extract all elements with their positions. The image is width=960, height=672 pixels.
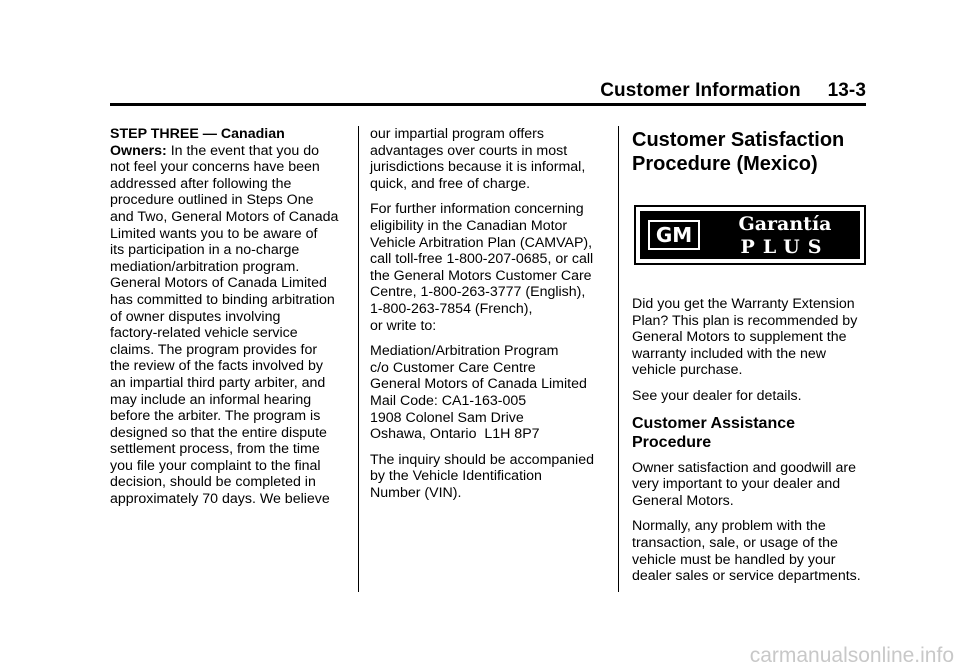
- text-line: claims. The program provides for: [110, 341, 318, 358]
- text-line: See your dealer for details.: [632, 387, 802, 404]
- logo-background: [640, 211, 860, 259]
- text-line: transaction, sale, or usage of the: [632, 534, 838, 551]
- text-line: an impartial third party arbiter, and: [110, 374, 326, 391]
- text-line: by the Vehicle Identification: [370, 468, 542, 485]
- step-heading-cont: Owners:: [110, 142, 167, 159]
- paragraph: [632, 296, 868, 379]
- logo-text-garantia: Garantía: [738, 213, 832, 235]
- text-line: Normally, any problem with the: [632, 518, 826, 535]
- text-line: dealer sales or service departments.: [632, 568, 861, 585]
- paragraph-line: [110, 143, 352, 160]
- step-three-paragraph: [110, 126, 352, 508]
- text-line: its participation in a no-charge: [110, 242, 300, 259]
- text-line: General Motors of Canada Limited: [110, 275, 327, 292]
- paragraph: [370, 126, 606, 192]
- paragraph: [632, 518, 868, 584]
- gm-logo-mark: GM: [648, 220, 700, 250]
- text-line: Vehicle Arbitration Plan (CAMVAP),: [370, 234, 593, 251]
- paragraph: [370, 452, 606, 502]
- paragraph: [632, 388, 868, 405]
- text-line: our impartial program offers: [370, 126, 544, 142]
- column-2: [370, 126, 606, 510]
- text-line: and Two, General Motors of Canada: [110, 208, 339, 225]
- watermark: carmanualsonline.info: [749, 644, 954, 667]
- text-line: Procedure: [632, 433, 712, 451]
- column-divider: [618, 126, 619, 592]
- text-line: Mail Code: CA1-163-005: [370, 392, 527, 409]
- text-line: very important to your dealer and: [632, 476, 841, 493]
- text-line: Limited wants you to be aware of: [110, 225, 318, 242]
- text-line: call toll-free 1-800-207-0685, or call: [370, 251, 594, 268]
- page-title: Customer Information 13-3: [600, 80, 866, 101]
- section-heading: [632, 128, 868, 176]
- text-line: designed so that the entire dispute: [110, 424, 327, 441]
- text-line: For further information concerning: [370, 201, 584, 218]
- text-line: Mediation/Arbitration Program: [370, 343, 559, 360]
- text-line: General Motors of Canada Limited: [370, 376, 587, 393]
- text-line: before the arbiter. The program is: [110, 408, 321, 425]
- text-line: Owner satisfaction and goodwill are: [632, 459, 856, 476]
- text-line: General Motors.: [632, 492, 734, 509]
- step-heading: STEP THREE — Canadian: [110, 126, 285, 142]
- text-line: or write to:: [370, 317, 437, 334]
- text-line: jurisdictions because it is informal,: [370, 159, 586, 176]
- column-1: [110, 126, 352, 517]
- text-line: Oshawa, Ontario L1H 8P7: [370, 426, 540, 443]
- text-line: 1908 Colonel Sam Drive: [370, 409, 524, 426]
- subsection-heading: [632, 414, 868, 452]
- header-rule: [110, 103, 866, 106]
- text-line: Procedure (Mexico): [632, 153, 818, 175]
- text-line: Centre, 1-800-263-3777 (English),: [370, 284, 586, 301]
- lead-text: In the event that you do: [166, 142, 319, 159]
- text-line: General Motors to supplement the: [632, 329, 847, 346]
- text-line: procedure outlined in Steps One: [110, 192, 314, 209]
- mailing-address: [370, 343, 606, 443]
- text-line: Number (VIN).: [370, 484, 462, 501]
- text-line: warranty included with the new: [632, 345, 826, 362]
- text-line: 1-800-263-7854 (French),: [370, 300, 533, 317]
- text-line: Customer Satisfaction: [632, 129, 845, 151]
- text-line: addressed after following the: [110, 175, 292, 192]
- text-line: quick, and free of charge.: [370, 175, 531, 192]
- text-line: not feel your concerns have been: [110, 159, 320, 176]
- paragraph: [632, 460, 868, 510]
- text-line: eligibility in the Canadian Motor: [370, 217, 568, 234]
- paragraph: [370, 201, 606, 334]
- text-line: advantages over courts in most: [370, 142, 568, 159]
- text-line: may include an informal hearing: [110, 391, 312, 408]
- column-divider: [358, 126, 359, 592]
- text-line: has committed to binding arbitration: [110, 291, 335, 308]
- paragraph-line: [110, 126, 352, 143]
- text-line: you file your complaint to the final: [110, 457, 321, 474]
- text-line: of owner disputes involving: [110, 308, 281, 325]
- garantia-plus-logo: [634, 205, 866, 265]
- text-line: Customer Assistance: [632, 414, 796, 432]
- text-line: the review of the facts involved by: [110, 358, 323, 375]
- text-line: vehicle must be handled by your: [632, 551, 836, 568]
- text-line: factory-related vehicle service: [110, 325, 298, 342]
- logo-text-plus: PLUS: [740, 236, 830, 258]
- text-line: the General Motors Customer Care: [370, 267, 592, 284]
- text-line: decision, should be completed in: [110, 474, 316, 491]
- text-line: approximately 70 days. We believe: [110, 491, 330, 508]
- text-line: Did you get the Warranty Extension: [632, 296, 855, 312]
- text-line: settlement process, from the time: [110, 441, 320, 458]
- text-line: c/o Customer Care Centre: [370, 359, 536, 376]
- text-line: Plan? This plan is recommended by: [632, 312, 858, 329]
- text-line: mediation/arbitration program.: [110, 258, 300, 275]
- text-line: The inquiry should be accompanied: [370, 451, 594, 468]
- column-3: [632, 296, 868, 594]
- text-line: vehicle purchase.: [632, 362, 743, 379]
